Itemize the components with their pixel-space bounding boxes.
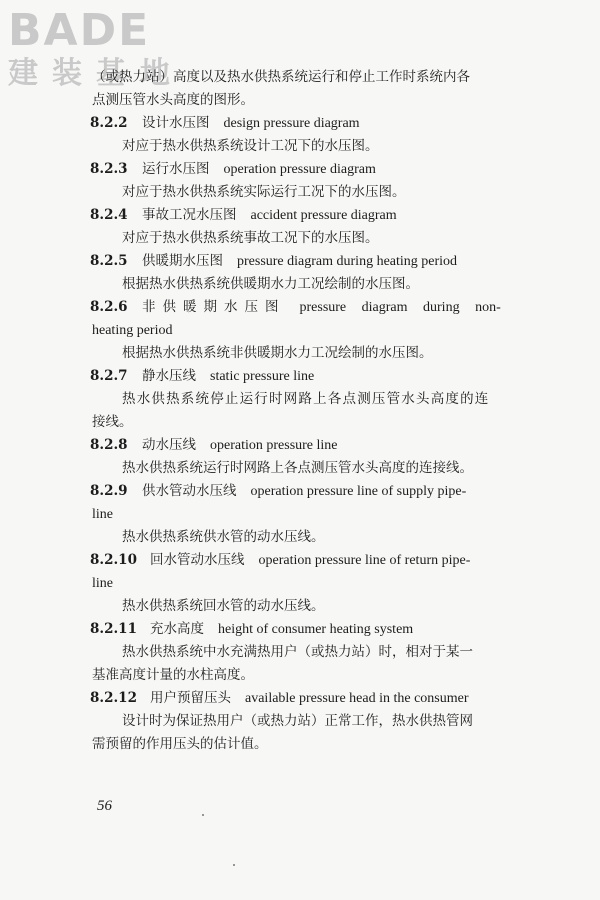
term-en: operation pressure line [210,438,338,453]
term-cn: 运行水压图 [142,161,210,177]
intro-line: 点测压管水头高度的图形。 [92,92,254,108]
term-number: 8.2.3 [90,161,128,177]
term-heading [0,158,600,181]
term-heading [0,296,600,319]
term-definition: 根据热水供热系统供暖期水力工况绘制的水压图。 [122,276,419,292]
term-definition: 基准高度计量的水柱高度。 [92,667,254,683]
term-heading [0,250,600,273]
term-en-continuation: heating period [92,323,173,338]
term-definition: 热水供热系统回水管的动水压线。 [122,598,325,614]
term-en-continuation: line [92,507,113,522]
term-heading [0,549,600,572]
term-number: 8.2.5 [90,253,128,269]
scan-speck [202,814,204,816]
term-cn: 事故工况水压图 [142,207,237,223]
term-definition: 需预留的作用压头的估计值。 [92,736,268,752]
term-heading [0,480,600,503]
term-heading [0,112,600,135]
term-number: 8.2.9 [90,483,128,499]
term-number: 8.2.11 [90,621,137,637]
term-en-continuation: line [92,576,113,591]
term-en: design pressure diagram [223,116,360,131]
term-definition: 接线。 [92,414,133,430]
term-heading [0,365,600,388]
term-en: pressure diagram during non- [299,300,501,315]
term-number: 8.2.6 [90,299,128,315]
term-en: operation pressure line of return pipe- [258,553,471,568]
term-cn: 回水管动水压线 [150,552,245,568]
term-cn: 非供暖期水压图 [142,299,286,315]
document-body [0,66,600,756]
term-en: static pressure line [210,369,315,384]
term-cn: 供水管动水压线 [142,483,237,499]
term-number: 8.2.7 [90,368,128,384]
term-en: pressure diagram during heating period [237,254,458,269]
term-definition: 热水供热系统中水充满热用户（或热力站）时，相对于某一 [122,644,473,660]
term-definition: 热水供热系统停止运行时网路上各点测压管水头高度的连 [122,391,490,407]
term-cn: 用户预留压头 [150,690,231,706]
term-definition: 根据热水供热系统非供暖期水力工况绘制的水压图。 [122,345,433,361]
term-number: 8.2.10 [90,552,137,568]
term-heading [0,618,600,641]
term-cn: 设计水压图 [142,115,210,131]
term-number: 8.2.8 [90,437,128,453]
term-en: accident pressure diagram [250,208,397,223]
scan-speck [233,864,235,866]
term-en: height of consumer heating system [218,622,414,637]
term-definition: 对应于热水供热系统事故工况下的水压图。 [122,230,379,246]
watermark-subtitle: 建装基地 [8,56,184,91]
term-number: 8.2.12 [90,690,137,706]
term-heading [0,204,600,227]
term-heading [0,687,600,710]
term-definition: 热水供热系统运行时网路上各点测压管水头高度的连接线。 [122,460,473,476]
term-definition: 对应于热水供热系统设计工况下的水压图。 [122,138,379,154]
term-cn: 静水压线 [142,368,196,384]
term-cn: 动水压线 [142,437,196,453]
term-number: 8.2.4 [90,207,128,223]
term-definition: 对应于热水供热系统实际运行工况下的水压图。 [122,184,406,200]
term-en: operation pressure line of supply pipe- [250,484,467,499]
term-definition: 热水供热系统供水管的动水压线。 [122,529,325,545]
term-heading [0,434,600,457]
intro-line: （或热力站）高度以及热水供热系统运行和停止工作时系统内各 [92,69,470,85]
watermark-brand: BADE [8,5,151,56]
term-en: available pressure head in the consumer [245,691,469,706]
term-en: operation pressure diagram [223,162,376,177]
term-number: 8.2.2 [90,115,128,131]
term-cn: 供暖期水压图 [142,253,223,269]
term-cn: 充水高度 [150,621,204,637]
term-definition: 设计时为保证热用户（或热力站）正常工作，热水供热管网 [122,713,473,729]
page-number: 56 [97,798,112,814]
